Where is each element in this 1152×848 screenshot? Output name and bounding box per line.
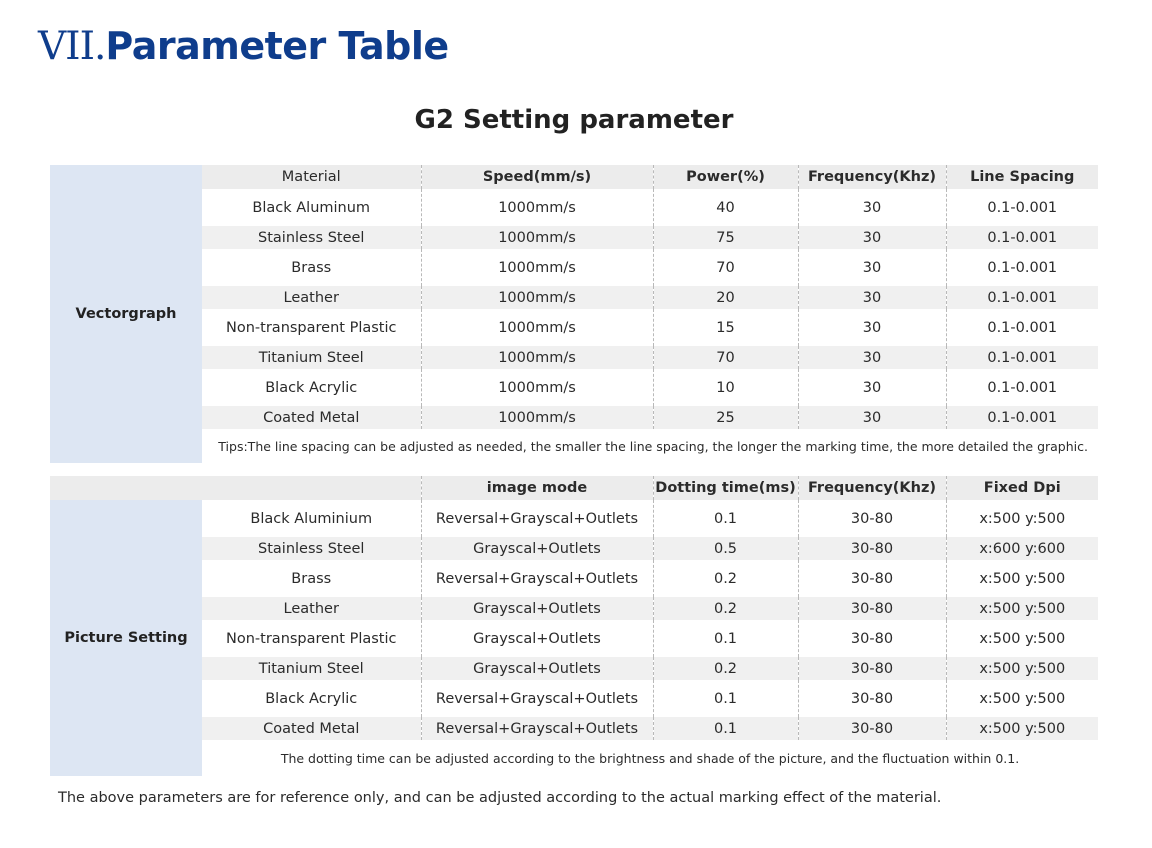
table-cell: 30: [798, 286, 946, 309]
table-cell: Black Acrylic: [202, 680, 421, 717]
table-cell: 1000mm/s: [421, 406, 653, 429]
table-row: [50, 346, 1098, 369]
table-row: [50, 249, 1098, 286]
table-cell: 0.2: [653, 597, 798, 620]
table-row: [50, 309, 1098, 346]
table-cell: x:500 y:500: [946, 500, 1098, 537]
table-cell: 1000mm/s: [421, 346, 653, 369]
table-cell: 0.1-0.001: [946, 286, 1098, 309]
table-header-row: [50, 476, 1098, 500]
column-header: [202, 476, 421, 500]
table-cell: Leather: [202, 286, 421, 309]
picture-setting-label: Picture Setting: [50, 500, 202, 776]
tip-row: [50, 429, 1098, 463]
table-cell: 0.1-0.001: [946, 406, 1098, 429]
table-cell: Titanium Steel: [202, 657, 421, 680]
column-header: Frequency(Khz): [798, 165, 946, 189]
table-cell: x:500 y:500: [946, 597, 1098, 620]
table-cell: 1000mm/s: [421, 369, 653, 406]
table-cell: 30-80: [798, 620, 946, 657]
table-cell: 25: [653, 406, 798, 429]
table-row: [50, 369, 1098, 406]
table-cell: 0.1-0.001: [946, 189, 1098, 226]
table-row: [50, 717, 1098, 740]
table-row: [50, 286, 1098, 309]
table-cell: 1000mm/s: [421, 286, 653, 309]
column-header: Fixed Dpi: [946, 476, 1098, 500]
table-cell: 30: [798, 249, 946, 286]
table-cell: Reversal+Grayscal+Outlets: [421, 500, 653, 537]
table-subtitle: G2 Setting parameter: [414, 105, 734, 135]
header-corner: [50, 476, 202, 500]
table-cell: 30-80: [798, 537, 946, 560]
table-cell: 30: [798, 406, 946, 429]
table-row: [50, 620, 1098, 657]
table-cell: Grayscal+Outlets: [421, 657, 653, 680]
table-cell: Coated Metal: [202, 406, 421, 429]
table-cell: Black Aluminium: [202, 500, 421, 537]
table-row: [50, 406, 1098, 429]
column-header: Dotting time(ms): [653, 476, 798, 500]
table-row: [50, 500, 1098, 537]
table-cell: 20: [653, 286, 798, 309]
table-cell: 30-80: [798, 500, 946, 537]
table-cell: Non-transparent Plastic: [202, 309, 421, 346]
table-cell: 1000mm/s: [421, 226, 653, 249]
table-cell: Brass: [202, 249, 421, 286]
table-cell: x:500 y:500: [946, 560, 1098, 597]
table-cell: 70: [653, 249, 798, 286]
table-cell: 30: [798, 369, 946, 406]
table-cell: 75: [653, 226, 798, 249]
table-cell: 15: [653, 309, 798, 346]
table-cell: 10: [653, 369, 798, 406]
table-cell: 30-80: [798, 680, 946, 717]
table-row: [50, 657, 1098, 680]
table-row: [50, 597, 1098, 620]
table-cell: 0.1: [653, 500, 798, 537]
table-cell: Brass: [202, 560, 421, 597]
table-cell: 70: [653, 346, 798, 369]
table-cell: 30: [798, 346, 946, 369]
table-cell: 0.1-0.001: [946, 369, 1098, 406]
table-cell: 0.1-0.001: [946, 249, 1098, 286]
table-cell: x:500 y:500: [946, 717, 1098, 740]
column-header: Material: [202, 165, 421, 189]
table-cell: Stainless Steel: [202, 226, 421, 249]
page-title: [38, 24, 449, 76]
table-cell: Titanium Steel: [202, 346, 421, 369]
table-cell: Stainless Steel: [202, 537, 421, 560]
footnote: The above parameters are for reference only, and can be adjusted according to the actual marking effect of the material.: [58, 790, 942, 806]
table-cell: 0.5: [653, 537, 798, 560]
table-cell: 1000mm/s: [421, 249, 653, 286]
table-cell: 0.2: [653, 657, 798, 680]
table-cell: Reversal+Grayscal+Outlets: [421, 560, 653, 597]
table-cell: 30: [798, 189, 946, 226]
table-cell: x:500 y:500: [946, 620, 1098, 657]
vectorgraph-table: [50, 165, 1098, 463]
section-numeral: VII.: [38, 24, 106, 69]
table-cell: 40: [653, 189, 798, 226]
table-cell: Reversal+Grayscal+Outlets: [421, 717, 653, 740]
table-cell: Grayscal+Outlets: [421, 597, 653, 620]
table-row: [50, 680, 1098, 717]
vectorgraph-tip: Tips:The line spacing can be adjusted as needed, the smaller the line spacing, the longer the marking time, the more detailed the graphic.: [202, 429, 1098, 463]
tip-row: [50, 740, 1098, 776]
table-cell: 30-80: [798, 717, 946, 740]
column-header: Line Spacing: [946, 165, 1098, 189]
table-cell: 30-80: [798, 560, 946, 597]
table-cell: 1000mm/s: [421, 189, 653, 226]
picture-setting-tip: The dotting time can be adjusted according to the brightness and shade of the picture, and the fluctuation within 0.1.: [202, 740, 1098, 776]
table-row: [50, 537, 1098, 560]
table-cell: 0.1-0.001: [946, 226, 1098, 249]
table-cell: Black Aluminum: [202, 189, 421, 226]
table-cell: Grayscal+Outlets: [421, 620, 653, 657]
table-cell: Leather: [202, 597, 421, 620]
table-cell: Black Acrylic: [202, 369, 421, 406]
table-cell: 30: [798, 226, 946, 249]
table-cell: 0.1-0.001: [946, 309, 1098, 346]
table-row: [50, 560, 1098, 597]
table-cell: 0.1: [653, 680, 798, 717]
table-cell: 30-80: [798, 597, 946, 620]
vectorgraph-label: Vectorgraph: [50, 165, 202, 463]
column-header: Frequency(Khz): [798, 476, 946, 500]
column-header: Power(%): [653, 165, 798, 189]
table-row: [50, 189, 1098, 226]
table-cell: 0.2: [653, 560, 798, 597]
table-row: [50, 226, 1098, 249]
table-cell: 0.1-0.001: [946, 346, 1098, 369]
table-cell: 30: [798, 309, 946, 346]
column-header: Speed(mm/s): [421, 165, 653, 189]
table-cell: x:500 y:500: [946, 680, 1098, 717]
table-cell: 0.1: [653, 620, 798, 657]
table-cell: Coated Metal: [202, 717, 421, 740]
table-cell: 1000mm/s: [421, 309, 653, 346]
table-cell: Grayscal+Outlets: [421, 537, 653, 560]
table-cell: x:600 y:600: [946, 537, 1098, 560]
table-cell: Reversal+Grayscal+Outlets: [421, 680, 653, 717]
table-header-row: [50, 165, 1098, 189]
picture-setting-table: [50, 476, 1098, 776]
table-cell: 30-80: [798, 657, 946, 680]
column-header: image mode: [421, 476, 653, 500]
table-cell: Non-transparent Plastic: [202, 620, 421, 657]
table-cell: 0.1: [653, 717, 798, 740]
section-title: Parameter Table: [105, 24, 449, 68]
table-cell: x:500 y:500: [946, 657, 1098, 680]
